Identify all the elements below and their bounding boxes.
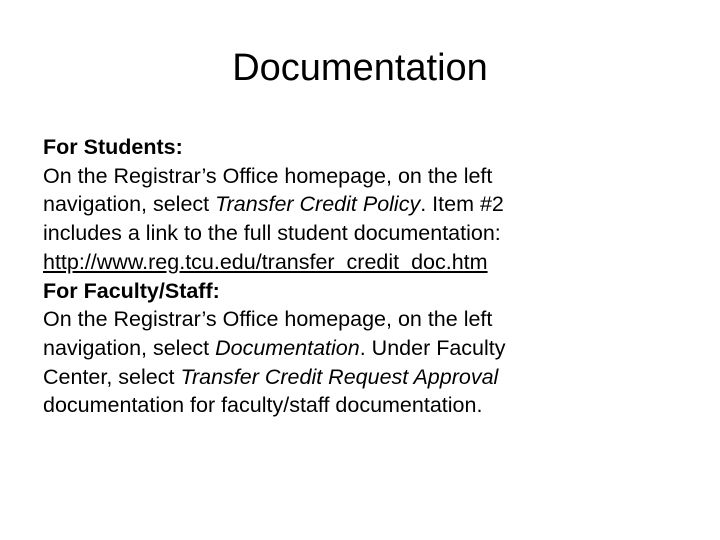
- faculty-line-3: [43, 363, 693, 392]
- students-line-2-text: navigation, select: [43, 192, 216, 217]
- students-heading: For Students:: [43, 135, 183, 159]
- page-title: Documentation: [232, 47, 488, 89]
- students-line-2: [43, 190, 693, 219]
- faculty-line-2: [43, 334, 693, 363]
- students-line-3: includes a link to the full student documentation:: [43, 221, 501, 246]
- faculty-line-4: documentation for faculty/staff documentation.: [43, 393, 483, 418]
- students-line-1: On the Registrar’s Office homepage, on the left: [43, 163, 493, 188]
- faculty-heading: For Faculty/Staff:: [43, 278, 220, 303]
- student-documentation-link[interactable]: http://www.reg.tcu.edu/transfer_credit_doc.htm: [43, 249, 488, 274]
- faculty-line-1: On the Registrar’s Office homepage, on the left: [43, 307, 493, 332]
- faculty-line-2-text: navigation, select: [43, 335, 216, 360]
- slide-body: [43, 133, 693, 420]
- faculty-line-2-tail: . Under Faculty: [359, 335, 506, 360]
- transfer-credit-policy-term: Transfer Credit Policy: [215, 192, 421, 217]
- transfer-credit-request-approval-term: Transfer Credit Request Approval: [180, 364, 499, 389]
- faculty-line-3-text: Center, select: [43, 364, 181, 389]
- documentation-term: Documentation: [215, 335, 360, 360]
- students-line-2-tail: . Item #2: [420, 192, 504, 217]
